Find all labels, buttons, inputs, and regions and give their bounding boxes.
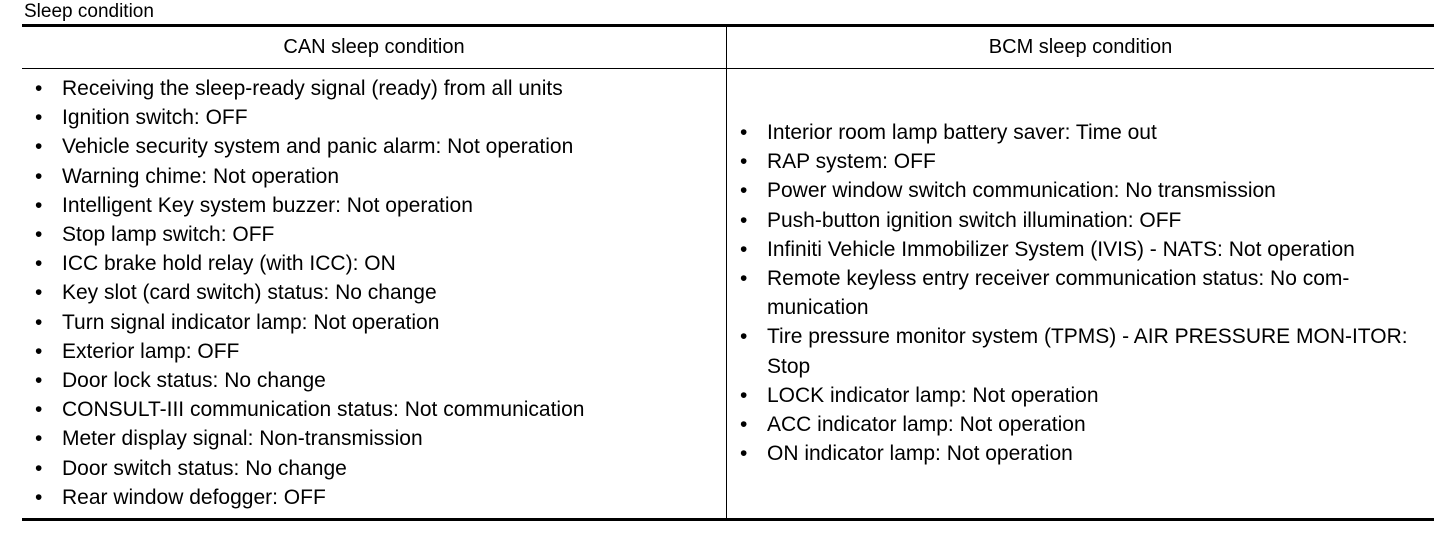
list-item: • Infiniti Vehicle Immobilizer System (IVIS) - NATS: Not operation	[727, 235, 1427, 264]
list-item: • Rear window defogger: OFF	[22, 483, 722, 512]
list-item: • Vehicle security system and panic alarm: Not operation	[22, 132, 722, 161]
list-item: • Warning chime: Not operation	[22, 162, 722, 191]
header-divider	[22, 68, 1434, 69]
list-item: • Turn signal indicator lamp: Not operation	[22, 308, 722, 337]
list-item: • Power window switch communication: No transmission	[727, 176, 1427, 205]
table-caption: Sleep condition	[24, 1, 154, 22]
list-item: • ACC indicator lamp: Not operation	[727, 410, 1427, 439]
sleep-condition-table	[22, 24, 1434, 521]
list-item: • LOCK indicator lamp: Not operation	[727, 381, 1427, 410]
list-item: • CONSULT-III communication status: Not communication	[22, 395, 722, 424]
list-item: • Push-button ignition switch illumination: OFF	[727, 206, 1427, 235]
list-item: • Door lock status: No change	[22, 366, 722, 395]
list-item: • Exterior lamp: OFF	[22, 337, 722, 366]
list-item: • Intelligent Key system buzzer: Not operation	[22, 191, 722, 220]
list-item: • ON indicator lamp: Not operation	[727, 439, 1427, 468]
list-item: • Remote keyless entry receiver communication status: No com-munication	[727, 264, 1427, 322]
list-item: • Receiving the sleep-ready signal (ready) from all units	[22, 74, 722, 103]
can-condition-list	[22, 74, 722, 512]
header-bcm-sleep-condition: BCM sleep condition	[988, 36, 1173, 58]
bcm-condition-list	[727, 118, 1427, 468]
list-item: • Interior room lamp battery saver: Time out	[727, 118, 1427, 147]
list-item: • Tire pressure monitor system (TPMS) - AIR PRESSURE MON-ITOR: Stop	[727, 322, 1427, 380]
list-item: • ICC brake hold relay (with ICC): ON	[22, 249, 722, 278]
list-item: • Key slot (card switch) status: No change	[22, 278, 722, 307]
list-item: • Stop lamp switch: OFF	[22, 220, 722, 249]
list-item: • Meter display signal: Non-transmission	[22, 424, 722, 453]
list-item: • Door switch status: No change	[22, 454, 722, 483]
list-item: • Ignition switch: OFF	[22, 103, 722, 132]
list-item: • RAP system: OFF	[727, 147, 1427, 176]
header-can-sleep-condition: CAN sleep condition	[283, 36, 465, 58]
